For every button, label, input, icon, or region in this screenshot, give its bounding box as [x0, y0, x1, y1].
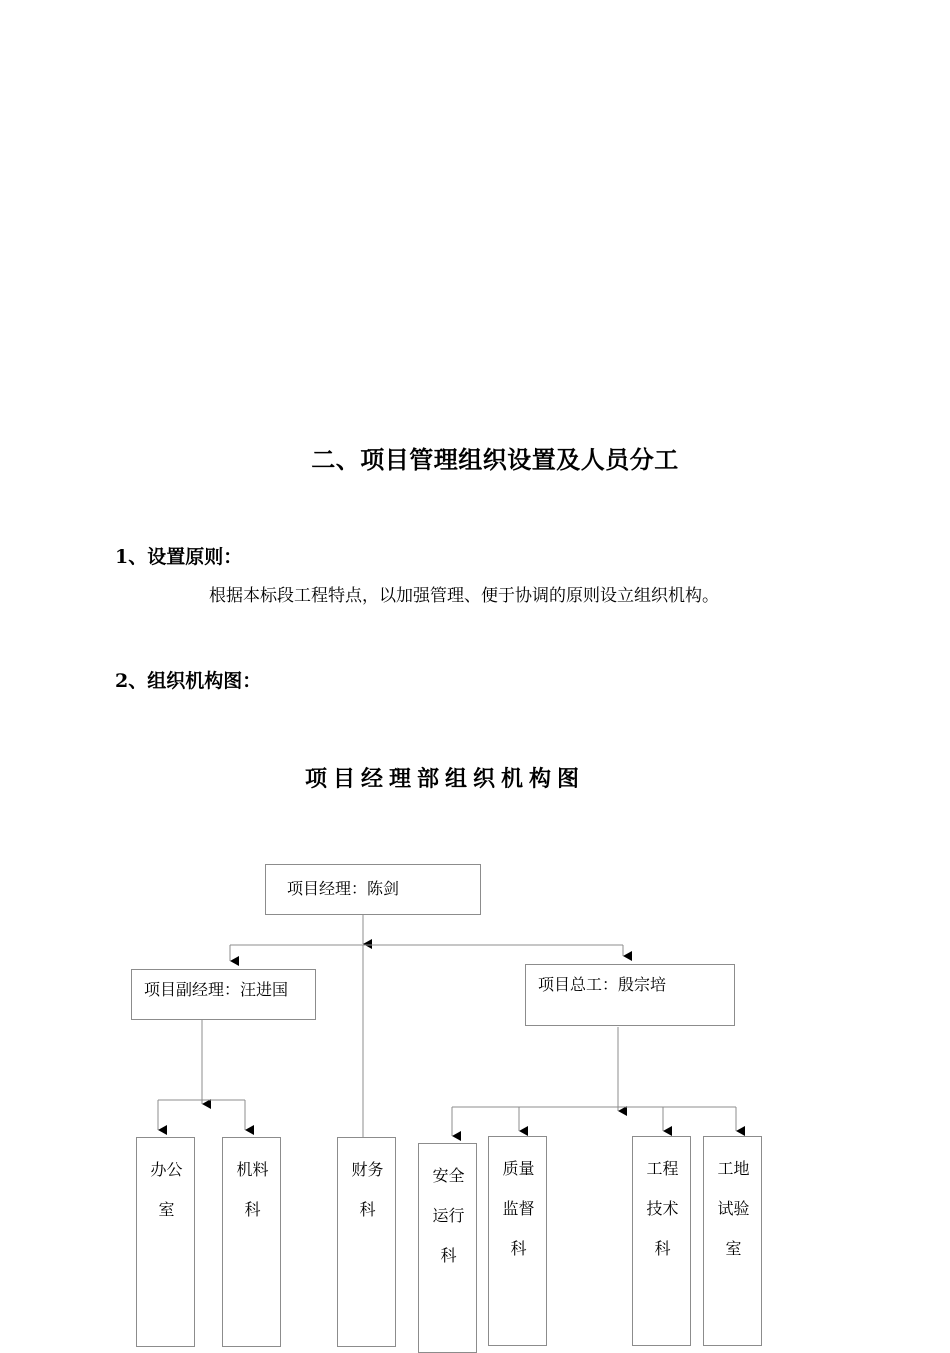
deputy-label: 项目副经理：汪进国 [144, 980, 289, 999]
dept-label: 安全 运行 科 [432, 1166, 465, 1265]
dept-label: 质量 监督 科 [502, 1159, 535, 1258]
chart-heading: 2、组织机构图： [115, 670, 262, 692]
principle-heading: 1、设置原则： [115, 546, 243, 568]
manager-box [265, 864, 481, 915]
chief-engineer-label: 项目总工：殷宗培 [538, 975, 667, 994]
dept-label: 机料 科 [236, 1160, 269, 1219]
dept-label: 财务 科 [351, 1160, 384, 1219]
dept-box-lab [703, 1136, 762, 1346]
dept-box-materials [222, 1137, 281, 1347]
dept-box-finance [337, 1137, 396, 1347]
dept-label: 工程 技术 科 [646, 1159, 679, 1258]
dept-box-quality [488, 1136, 547, 1346]
dept-label: 工地 试验 室 [717, 1159, 750, 1258]
dept-label: 办公 室 [150, 1160, 183, 1219]
dept-box-safety [418, 1143, 477, 1353]
deputy-box [131, 969, 316, 1020]
org-chart-title: 项目经理部组织机构图 [304, 766, 585, 792]
dept-box-office [136, 1137, 195, 1347]
dept-box-engineering [632, 1136, 691, 1346]
manager-label: 项目经理：陈剑 [287, 879, 400, 898]
principle-text: 根据本标段工程特点，以加强管理、便于协调的原则设立组织机构。 [209, 586, 719, 606]
chief-engineer-box [525, 964, 735, 1026]
section-title: 二、项目管理组织设置及人员分工 [311, 445, 679, 474]
